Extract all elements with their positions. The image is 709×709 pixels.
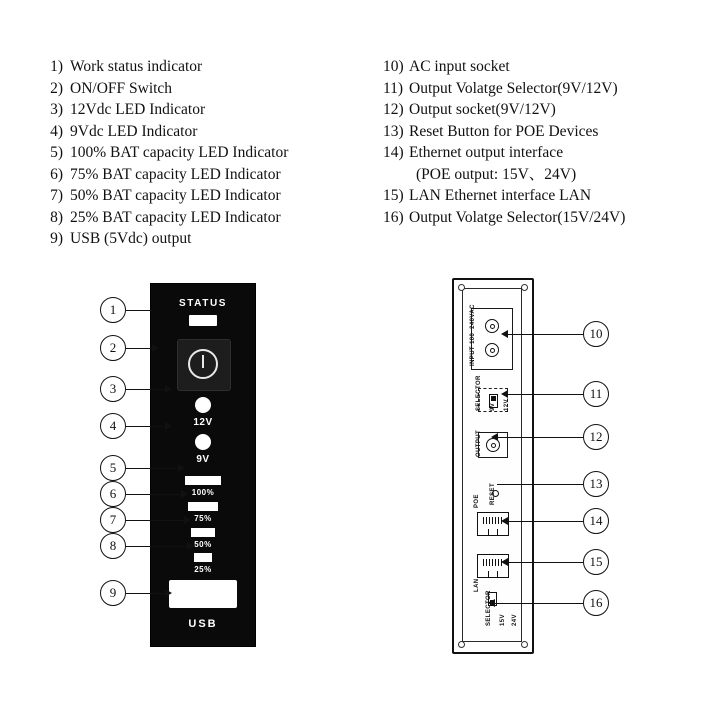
leader-arrow-10 (501, 330, 508, 338)
leader-line-8 (126, 546, 188, 547)
usb-output-port (169, 580, 237, 608)
legend-item-label: Output Volatge Selector(9V/12V) (409, 79, 618, 97)
ac-input-pin-upper (485, 319, 499, 333)
callout-1: 1 (100, 297, 126, 323)
rj45-notch-icon (488, 529, 498, 536)
legend-item-label: AC input socket (409, 58, 510, 75)
callout-12: 12 (583, 424, 609, 450)
legend-item-number: 8) (50, 208, 63, 226)
leader-arrow-3 (165, 385, 172, 393)
legend-item-number: 3) (50, 101, 63, 118)
callout-10: 10 (583, 321, 609, 347)
battery-bar-75 (188, 502, 218, 511)
battery-label-75: 75% (194, 514, 212, 523)
selector-option-9v: 9V (490, 402, 496, 411)
rj45-pins-icon (483, 559, 503, 566)
legend-item (44, 228, 344, 250)
selector-switch-knob[interactable] (491, 396, 496, 401)
leader-line-10 (508, 334, 583, 335)
status-title-label: STATUS (178, 298, 228, 309)
screw-icon (458, 641, 465, 648)
callout-4: 4 (100, 413, 126, 439)
legend-item-number: 13) (383, 122, 404, 140)
led-9v (195, 434, 211, 450)
legend-item-number: 6) (50, 165, 63, 183)
legend-item-label: Output Volatge Selector(15V/24V) (409, 208, 626, 226)
legend-item-label: ON/OFF Switch (70, 79, 173, 97)
rj45-pins-icon (483, 517, 503, 524)
callout-14: 14 (583, 508, 609, 534)
leader-arrow-16 (488, 599, 495, 607)
leader-arrow-2 (152, 344, 159, 352)
led-12v (195, 397, 211, 413)
leader-line-11 (508, 394, 583, 395)
reset-label: RESET (490, 482, 496, 505)
usb-label: USB (188, 618, 218, 630)
legend-item-label: 25% BAT capacity LED Indicator (70, 208, 281, 226)
legend-item (383, 99, 703, 121)
legend-item (44, 78, 344, 100)
legend-item (44, 207, 344, 229)
callout-13: 13 (583, 471, 609, 497)
selector-option-15v: 15V (500, 614, 506, 626)
leader-line-3 (126, 389, 166, 390)
legend-item-label: Reset Button for POE Devices (409, 122, 599, 140)
work-status-indicator (189, 315, 217, 326)
output-label: OUTPUT (476, 429, 482, 457)
battery-label-100: 100% (191, 488, 215, 497)
legend-item-label: 75% BAT capacity LED Indicator (70, 165, 281, 183)
legend-item (44, 56, 344, 78)
leader-arrow-14 (501, 517, 508, 525)
ac-input-pin-lower (485, 343, 499, 357)
legend-item-number: 11) (383, 79, 404, 97)
callout-3: 3 (100, 376, 126, 402)
poe-label: POE (474, 494, 480, 508)
battery-bar-100 (185, 476, 221, 485)
lan-label: LAN (474, 578, 480, 592)
legend-item (383, 185, 703, 207)
ac-input-pin-lower-center (490, 348, 495, 353)
legend-item-number: 9) (50, 230, 63, 247)
legend-item-label: Work status indicator (70, 58, 203, 75)
leader-line-5 (126, 468, 180, 469)
legend-item-label: LAN Ethernet interface LAN (409, 187, 592, 204)
leader-arrow-6 (181, 490, 188, 498)
legend-item (44, 121, 344, 143)
legend-item-label: 50% BAT capacity LED Indicator (70, 187, 281, 204)
callout-7: 7 (100, 507, 126, 533)
legend-item (383, 207, 703, 229)
leader-line-12 (498, 437, 583, 438)
selector-option-12v: 12V (504, 399, 510, 411)
battery-label-50: 50% (194, 540, 212, 549)
leader-line-15 (508, 562, 583, 563)
led-12v-label: 12V (193, 417, 213, 428)
selector-15v-24v-label: SELECTOR (486, 590, 492, 626)
callout-2: 2 (100, 335, 126, 361)
leader-line-7 (126, 520, 186, 521)
power-switch-button[interactable] (177, 339, 231, 391)
leader-arrow-8 (187, 542, 194, 550)
screw-icon (458, 284, 465, 291)
leader-line-13 (497, 484, 583, 485)
leader-arrow-15 (501, 558, 508, 566)
leader-line-1 (126, 310, 152, 311)
leader-line-2 (126, 348, 154, 349)
leader-arrow-12 (491, 433, 498, 441)
legend-column-right (383, 56, 703, 228)
callout-9: 9 (100, 580, 126, 606)
legend-item-number: 10) (383, 58, 404, 75)
callout-11: 11 (583, 381, 609, 407)
legend-item (383, 142, 703, 164)
legend-item-label: USB (5Vdc) output (70, 230, 192, 247)
callout-5: 5 (100, 455, 126, 481)
power-icon-bar (202, 355, 204, 368)
output-socket-jack-center (491, 443, 496, 448)
rj45-notch-icon (488, 571, 498, 578)
callout-8: 8 (100, 533, 126, 559)
legend-column-left (44, 56, 344, 250)
leader-line-6 (126, 494, 182, 495)
legend-list (0, 56, 709, 246)
battery-label-25: 25% (194, 565, 212, 574)
leader-line-14 (508, 521, 583, 522)
legend-item-number: 15) (383, 187, 404, 204)
device-diagrams (0, 268, 709, 658)
leader-arrow-11 (501, 390, 508, 398)
callout-6: 6 (100, 481, 126, 507)
legend-item-label: Ethernet output interface (409, 144, 564, 161)
legend-item (383, 56, 703, 78)
legend-item (383, 78, 703, 100)
callout-16: 16 (583, 590, 609, 616)
ac-input-label: INPUT 100~240VAC (470, 304, 476, 366)
ac-input-socket (471, 308, 513, 370)
leader-arrow-5 (178, 464, 185, 472)
leader-line-16 (495, 603, 583, 604)
legend-item (383, 121, 703, 143)
legend-item-label: 9Vdc LED Indicator (70, 122, 198, 140)
legend-item-number: 5) (50, 144, 63, 161)
legend-item-label: Output socket(9V/12V) (409, 101, 556, 118)
leader-line-9 (126, 593, 166, 594)
legend-item-number: 2) (50, 79, 63, 97)
battery-bar-50 (191, 528, 215, 537)
ac-input-pin-upper-center (490, 324, 495, 329)
screw-icon (521, 641, 528, 648)
leader-arrow-4 (165, 422, 172, 430)
leader-arrow-9 (165, 589, 172, 597)
legend-item (44, 164, 344, 186)
legend-item (44, 99, 344, 121)
legend-item-label: 100% BAT capacity LED Indicator (70, 144, 289, 161)
screw-icon (521, 284, 528, 291)
legend-item-number: 1) (50, 58, 63, 75)
legend-item-number: 14) (383, 144, 404, 161)
legend-item (44, 185, 344, 207)
legend-item-subnote: (POE output: 15V、24V) (416, 165, 577, 183)
power-icon (188, 349, 218, 379)
legend-item-number: 7) (50, 187, 63, 204)
legend-item-label: 12Vdc LED Indicator (70, 101, 206, 118)
legend-item-number: 16) (383, 208, 404, 226)
legend-item-number: 4) (50, 122, 63, 140)
callout-15: 15 (583, 549, 609, 575)
led-9v-label: 9V (196, 454, 210, 465)
legend-item (44, 142, 344, 164)
leader-arrow-7 (184, 516, 191, 524)
battery-bar-25 (194, 553, 212, 562)
leader-line-4 (126, 426, 166, 427)
legend-item-number: 12) (383, 101, 404, 118)
selector-9v-12v-label: SELECTOR (476, 375, 482, 411)
selector-option-24v: 24V (512, 614, 518, 626)
